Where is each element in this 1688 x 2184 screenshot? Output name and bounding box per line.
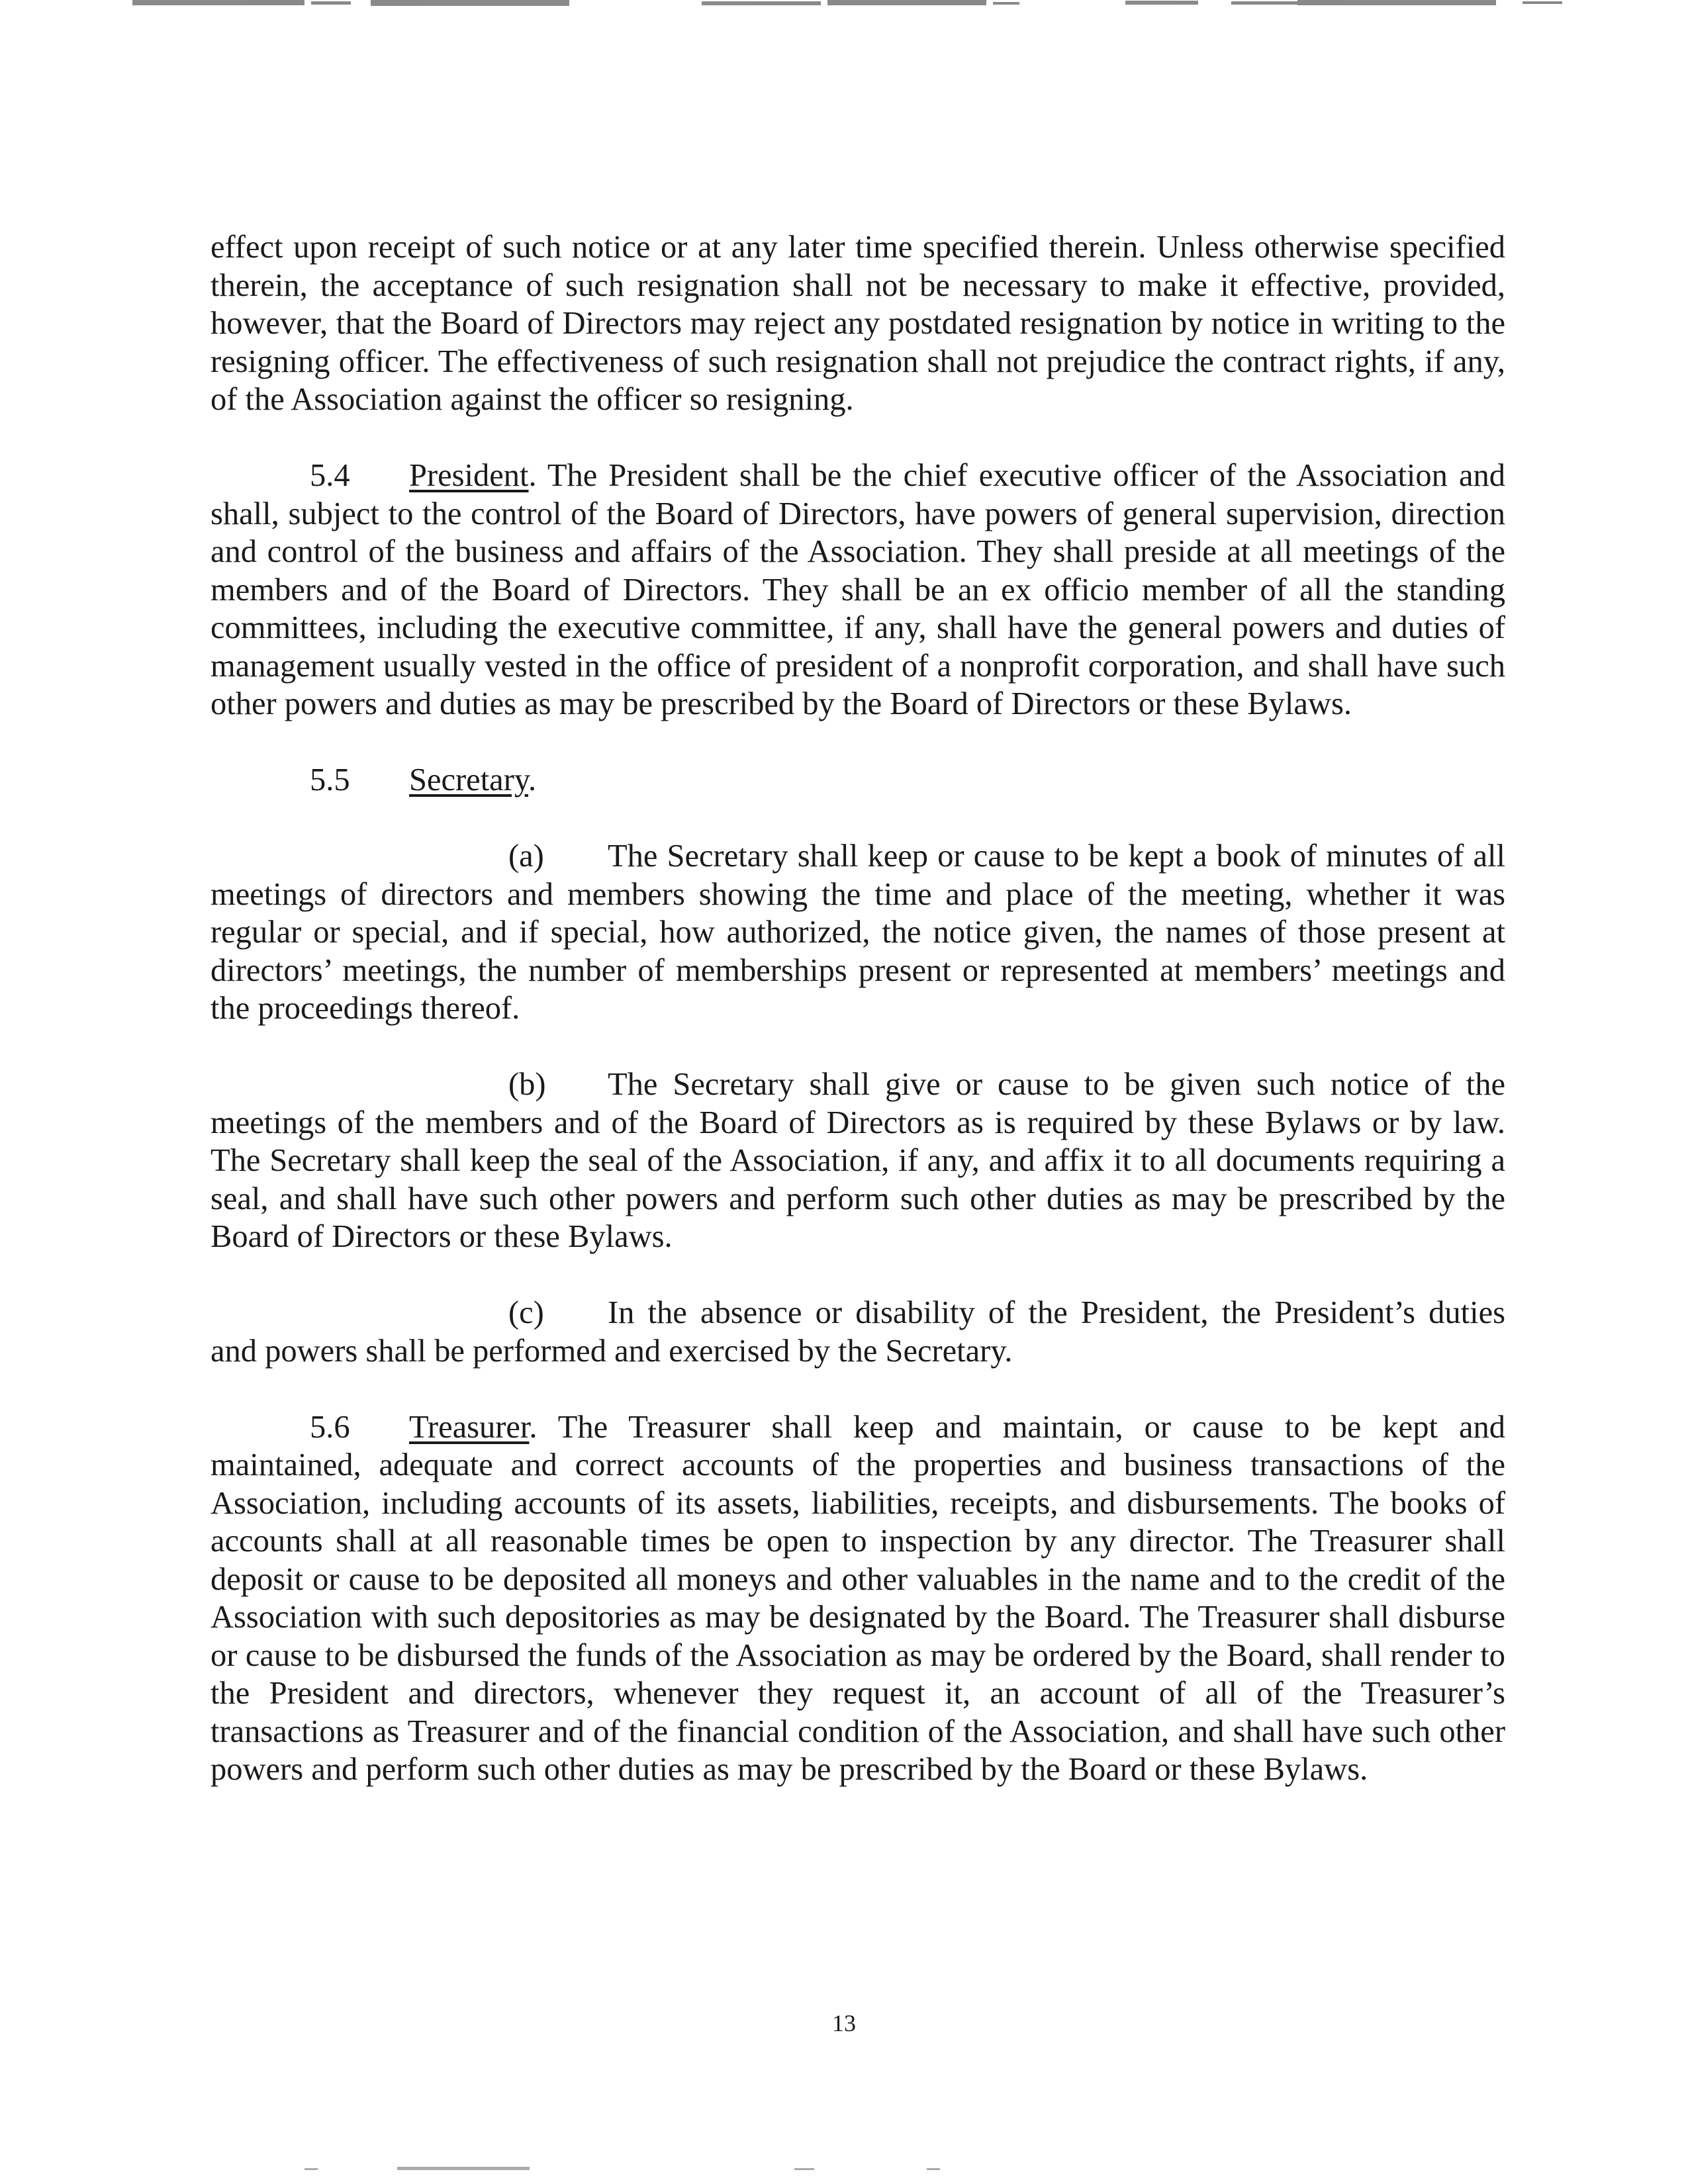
section-title-treasurer: Treasurer [409, 1409, 530, 1445]
subsection-text: The Secretary shall keep or cause to be kept a book of minutes of all meetings of directors and members showing the time and place of the meeting, whether it was regular or special, and if special, how authorized, the notice given, the names of those present at directors’ meetings, the number of memberships present or represented at members’ meetings and the proceedings thereof. [211, 839, 1505, 1026]
subsection-label: (c) [508, 1295, 544, 1330]
section-number: 5.4 [310, 458, 350, 493]
subsection-b [211, 1066, 1505, 1256]
subsection-text: In the absence or disability of the President, the President’s duties and powers shall be performed and exercised by the Secretary. [211, 1295, 1505, 1369]
section-text-treasurer: . The Treasurer shall keep and maintain, or cause to be kept and maintained, adequate and correct accounts of the properties and business transactions of the Association, including accounts of its assets, liabilities, receipts, and disbursements. The books of accounts shall at all reasonable times be open to inspection by any director. The Treasurer shall deposit or cause to be deposited all moneys and other valuables in the name and to the credit of the Association with such depositories as may be designated by the Board. The Treasurer shall disburse or cause to be disbursed the funds of the Association as may be ordered by the Board, shall render to the President and directors, whenever they request it, an account of all of the Treasurer’s transactions as Treasurer and of the financial condition of the Association, and shall have such other powers and perform such other duties as may be prescribed by the Board or these Bylaws. [211, 1409, 1505, 1787]
subsection-label: (a) [508, 839, 544, 874]
section-number: 5.6 [310, 1409, 350, 1445]
section-number: 5.5 [310, 762, 350, 797]
scan-artifact-top [0, 0, 1688, 17]
section-5-5-secretary-heading [211, 761, 1505, 799]
continuation-paragraph: effect upon receipt of such notice or at any later time specified therein. Unless otherwise specified therein, the acceptance of such resignation shall not be necessary to make it effective, provided, however, that the Board of Directors may reject any postdated resignation by notice in writing to the resigning officer. The effectiveness of such resignation shall not prejudice the contract rights, if any, of the Association against the officer so resigning. [211, 230, 1505, 417]
document-body [211, 228, 1505, 1789]
subsection-c [211, 1294, 1505, 1370]
section-title-president: President [409, 458, 529, 493]
subsection-text: The Secretary shall give or cause to be given such notice of the meetings of the members and of the Board of Directors as is required by these Bylaws or by law. The Secretary shall keep the seal of the Association, if any, and affix it to all documents requiring a seal, and shall have such other powers and perform such other duties as may be prescribed by the Board of Directors or these Bylaws. [211, 1067, 1505, 1254]
section-title-suffix: . [528, 762, 537, 797]
page-number: 13 [832, 2010, 856, 2036]
subsection-label: (b) [508, 1067, 546, 1102]
section-title-secretary: Secretary [409, 762, 528, 797]
section-5-4-president [211, 457, 1505, 723]
subsection-a [211, 837, 1505, 1028]
section-text-president: . The President shall be the chief executive officer of the Association and shall, subject to the control of the Board of Directors, have powers of general supervision, direction and control of the business and affairs of the Association. They shall preside at all meetings of the members and of the Board of Directors. They shall be an ex officio member of all the standing committees, including the executive committee, if any, shall have the general powers and duties of management usually vested in the office of president of a nonprofit corporation, and shall have such other powers and duties as may be prescribed by the Board of Directors or these Bylaws. [211, 458, 1505, 721]
section-5-6-treasurer [211, 1408, 1505, 1789]
scan-artifact-bottom [0, 2164, 1688, 2184]
